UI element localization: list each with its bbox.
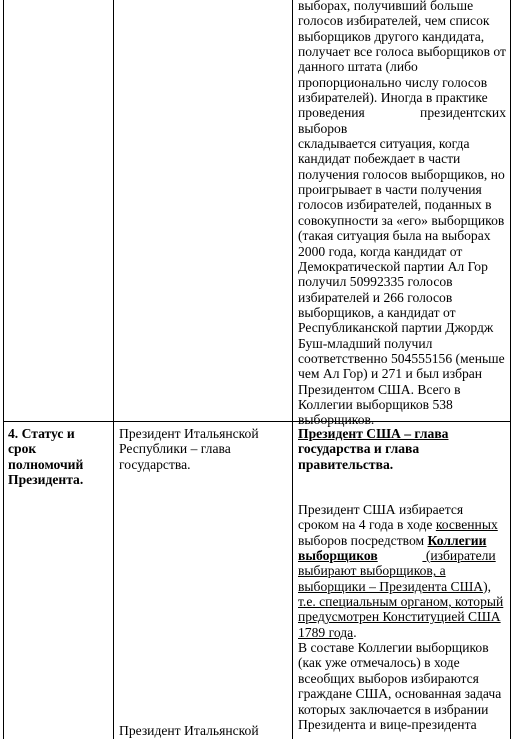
text-line: предусмотрен Конституцией США — [298, 609, 501, 625]
text-run: . — [353, 624, 357, 640]
underlined-run: 1789 года — [298, 624, 354, 640]
text-line: совокупности за «его» выборщиков — [298, 212, 505, 228]
text-line: Демократической партии Ал Гор — [298, 258, 488, 274]
text-line: проигрывает в части получения — [298, 182, 482, 198]
column-divider-2 — [292, 0, 293, 739]
text-line — [298, 517, 506, 532]
text-run: сроком на 4 года в ходе — [298, 517, 436, 533]
heading-line: правительства. — [298, 456, 394, 472]
text-line: 2000 года, когда кандидат от — [298, 243, 463, 259]
text-line: избирателей и 266 голосов — [298, 289, 453, 305]
top-row-text — [298, 0, 506, 428]
text-line: В составе Коллегии выборщиков — [298, 640, 489, 656]
italy-president-text-bottom — [119, 723, 287, 738]
text-line: Президента. — [8, 472, 84, 488]
text-line: Буш-младший получил — [298, 335, 433, 351]
text-line: Президента и вице-президента — [298, 716, 477, 732]
spacer — [298, 472, 506, 502]
text-line — [298, 625, 506, 640]
text-line: выбирают выборщиков, а — [298, 563, 446, 579]
usa-president-text — [298, 426, 506, 732]
text-line: которых заключается в избрании — [298, 701, 489, 717]
text-line: выборщиков другого кандидата, — [298, 28, 485, 44]
text-line: соответственно 504555156 (меньше — [298, 350, 505, 366]
heading-line: Президент США – глава — [298, 426, 449, 441]
text-line: голосов избирателей, поданных в — [298, 197, 492, 213]
text-line: Президент США избирается — [298, 502, 464, 518]
text-line: (как уже отмечалось) в ходе — [298, 655, 460, 671]
text-line: выборщиков. — [298, 412, 375, 428]
text-line: выборщики – Президента США), — [298, 578, 492, 594]
text-line: Президент Итальянской — [119, 723, 259, 738]
text-line: проведения президентских выборов — [298, 105, 506, 136]
text-line: полномочий — [8, 456, 84, 472]
text-line: (такая ситуация была на выборах — [298, 228, 491, 244]
text-line: Коллегии выборщиков 538 — [298, 396, 453, 412]
heading-line: государства и глава — [298, 441, 420, 457]
text-line: чем Ал Гор) и 271 и был избран — [298, 366, 483, 382]
underlined-run: (избиратели — [422, 548, 496, 564]
text-line: Президентом США. Всего в — [298, 381, 461, 397]
row-4-heading — [8, 426, 108, 487]
text-line — [298, 533, 506, 548]
text-line: государства. — [119, 456, 191, 472]
table-border-right — [510, 0, 511, 739]
text-line: выборщиков, а кандидат от — [298, 304, 456, 320]
text-line — [298, 548, 506, 563]
bold-underlined-run: Коллегии — [427, 532, 487, 548]
text-line: кандидат побеждает в части — [298, 151, 461, 167]
table-border-left — [3, 0, 4, 739]
text-line: всеобщих выборов избираются — [298, 670, 479, 686]
text-line: Республики – глава — [119, 441, 231, 457]
text-line: пропорционально числу голосов — [298, 74, 488, 90]
underlined-run: косвенных — [435, 517, 498, 533]
text-line: получил 50992335 голосов — [298, 274, 453, 290]
text-line: голосов избирателей, чем список — [298, 13, 490, 29]
text-line: получает все голоса выборщиков от — [298, 44, 506, 60]
text-line: граждане США, основанная задача — [298, 686, 502, 702]
bold-underlined-run: выборщиков — [298, 548, 378, 564]
text-line: Республиканской партии Джордж — [298, 320, 494, 336]
text-run: выборов посредством — [298, 532, 428, 548]
text-line: срок — [8, 441, 37, 457]
column-divider-1 — [113, 0, 114, 739]
text-line: получения голосов выборщиков, но — [298, 166, 505, 182]
text-line: избирателей). Иногда в практике — [298, 90, 488, 106]
text-line: выборах, получивший больше — [298, 0, 474, 13]
text-line: Президент Итальянской — [119, 426, 259, 441]
text-line: данного штата (либо — [298, 59, 418, 75]
text-line: складывается ситуация, когда — [298, 136, 470, 152]
text-line: т.е. специальным органом, который — [298, 594, 504, 610]
italy-president-text — [119, 426, 287, 472]
text-line: 4. Статус и — [8, 426, 75, 441]
